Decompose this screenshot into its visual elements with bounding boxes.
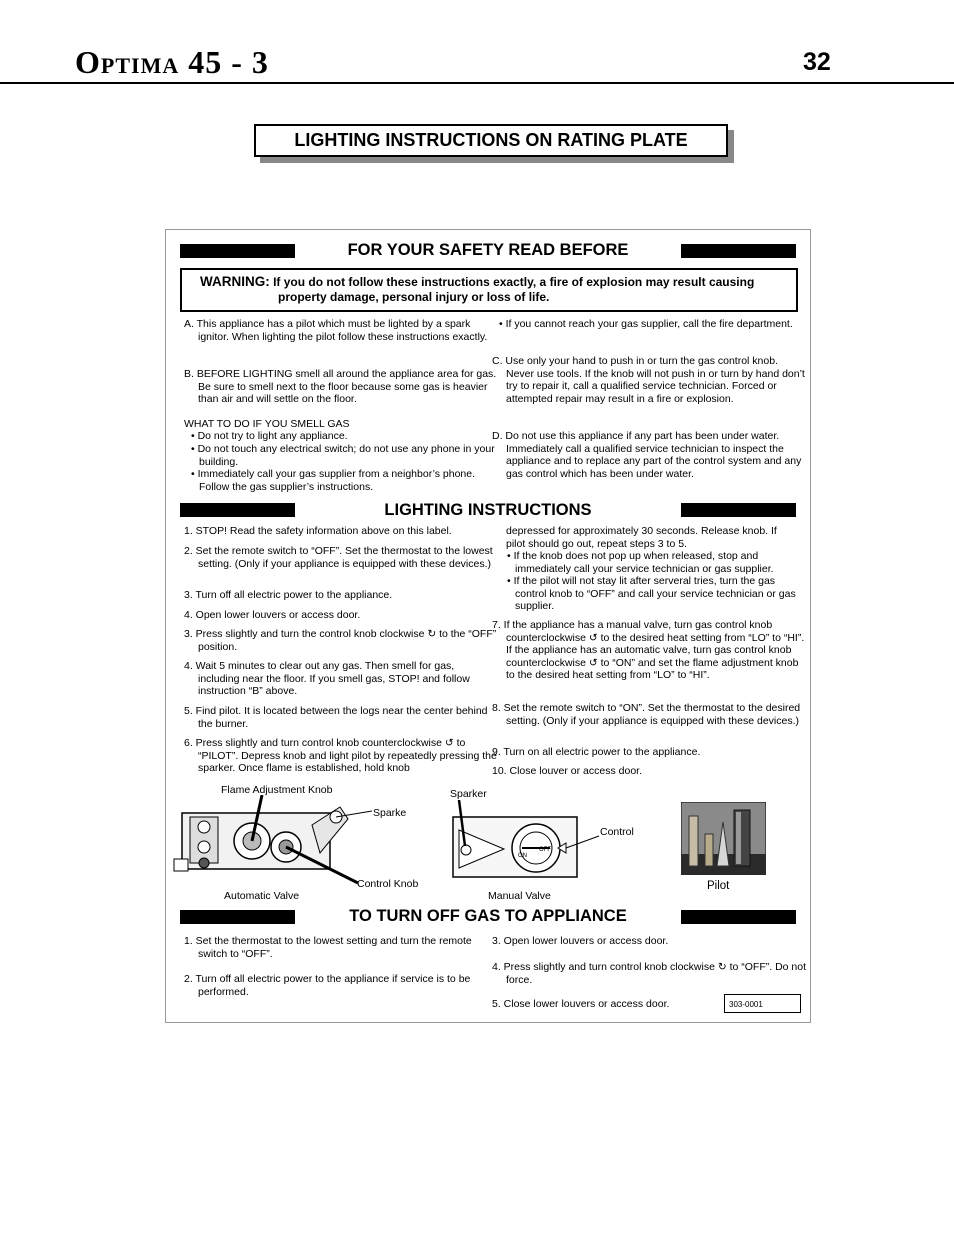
turnoff-step: 3. Open lower louvers or access door. bbox=[492, 935, 669, 947]
lighting-step: 9. Turn on all electric power to the appliance. bbox=[492, 746, 701, 758]
lighting-step: 4. Open lower louvers or access door. bbox=[184, 609, 361, 621]
lighting-step: 10. Close louver or access door. bbox=[492, 765, 642, 777]
heading-bar-left bbox=[180, 910, 295, 924]
heading-bar-left bbox=[180, 244, 295, 258]
lighting-heading: LIGHTING INSTRUCTIONS bbox=[384, 501, 592, 519]
lighting-step-continued: depressed for approximately 30 seconds. Release knob. If pilot should go out, repeat steps 3 to 5. bbox=[506, 525, 777, 550]
lighting-step: 7. If the appliance has a manual valve, turn gas control knob counterclockwise ↺ to the desired heat setting from “LO” to “HI”. If the appliance has an automatic valve, turn gas control knob counterclockwise ↺ to “ON” and set the flame adjustment knob to the desired heat setting from “LO” to “HI”. bbox=[492, 619, 805, 682]
manual-valve-illustration bbox=[452, 800, 602, 880]
section-title: LIGHTING INSTRUCTIONS ON RATING PLATE bbox=[294, 130, 688, 150]
lighting-step: 3. Press slightly and turn the control knob clockwise ↻ to the “OFF” position. bbox=[184, 628, 497, 653]
pilot-photo bbox=[681, 802, 766, 875]
heading-bar-right bbox=[681, 503, 796, 517]
page-number: 32 bbox=[803, 48, 831, 76]
safety-heading: FOR YOUR SAFETY READ BEFORE bbox=[347, 241, 629, 259]
header-rule bbox=[0, 82, 954, 84]
smell-gas-bullet: • Do not try to light any appliance. bbox=[191, 430, 348, 442]
turnoff-heading: TO TURN OFF GAS TO APPLIANCE bbox=[349, 907, 627, 925]
label-sparker: Sparker bbox=[450, 788, 487, 800]
smell-gas-heading: WHAT TO DO IF YOU SMELL GAS bbox=[184, 418, 350, 430]
safety-item-b: B. BEFORE LIGHTING smell all around the appliance area for gas. Be sure to smell next to the floor because some gas is heavier than air and will settle on the floor. bbox=[184, 368, 497, 406]
lighting-step: 1. STOP! Read the safety information above on this label. bbox=[184, 525, 452, 537]
automatic-valve-illustration bbox=[172, 795, 372, 885]
warning-text: WARNING: If you do not follow these instructions exactly, a fire of explosion may result causing property damage, personal injury or loss of life. bbox=[200, 274, 755, 304]
lighting-bullet: • If the knob does not pop up when released, stop and immediately call your service technician or gas supplier. bbox=[507, 550, 774, 575]
safety-right-bullet: • If you cannot reach your gas supplier, call the fire department. bbox=[499, 318, 793, 330]
lighting-step: 6. Press slightly and turn control knob counterclockwise ↺ to “PILOT”. Depress knob and light pilot by repeatedly pressing the sparker. Once flame is established, hold knob bbox=[184, 737, 497, 775]
smell-gas-bullet: • Do not touch any electrical switch; do not use any phone in your building. bbox=[191, 443, 495, 468]
heading-bar-left bbox=[180, 503, 295, 517]
label-sparke: Sparke bbox=[373, 807, 407, 819]
warning-label: WARNING: bbox=[200, 274, 270, 289]
lighting-step: 2. Set the remote switch to “OFF”. Set the thermostat to the lowest setting. (Only if your appliance is equipped with these devices.) bbox=[184, 545, 493, 570]
label-control-knob: Control Knob bbox=[357, 878, 419, 890]
safety-item-d: D. Do not use this appliance if any part has been under water. Immediately call a qualified service technician to inspect the appliance and to replace any part of the control system and any gas control which has been under water. bbox=[492, 430, 802, 480]
turnoff-step: 4. Press slightly and turn control knob clockwise ↻ to “OFF”. Do not force. bbox=[492, 961, 807, 986]
safety-item-a: A. This appliance has a pilot which must be lighted by a spark ignitor. When lighting the pilot follow these instructions exactly. bbox=[184, 318, 488, 343]
lighting-step: 3. Turn off all electric power to the appliance. bbox=[184, 589, 393, 601]
safety-item-c: C. Use only your hand to push in or turn the gas control knob. Never use tools. If the knob will not push in or turn by hand don’t try to repair it, call a qualified service technician. Forced or attempted repair may result in a fire or explosion. bbox=[492, 355, 805, 405]
turnoff-step: 1. Set the thermostat to the lowest setting and turn the remote switch to “OFF”. bbox=[184, 935, 472, 960]
part-code-box bbox=[724, 994, 801, 1013]
label-flame-knob: Flame Adjustment Knob bbox=[221, 784, 333, 796]
label-manual-valve: Manual Valve bbox=[488, 890, 551, 902]
turnoff-step: 2. Turn off all electric power to the appliance if service is to be performed. bbox=[184, 973, 471, 998]
turnoff-step: 5. Close lower louvers or access door. bbox=[492, 998, 670, 1010]
lighting-step: 5. Find pilot. It is located between the logs near the center behind the burner. bbox=[184, 705, 488, 730]
lighting-step: 8. Set the remote switch to “ON”. Set the thermostat to the desired setting. (Only if your appliance is equipped with these devices.) bbox=[492, 702, 801, 727]
dial-on-text: ON bbox=[518, 853, 527, 859]
lighting-bullet: • If the pilot will not stay lit after serveral tries, turn the gas control knob to “OFF” and call your service technician or gas supplier. bbox=[507, 575, 796, 613]
smell-gas-bullet: • Immediately call your gas supplier from a neighbor’s phone. Follow the gas supplier’s instructions. bbox=[191, 468, 476, 493]
heading-bar-right bbox=[681, 910, 796, 924]
document-title: Optima 45 - 3 bbox=[75, 44, 269, 80]
label-pilot: Pilot bbox=[707, 880, 730, 892]
section-title-box bbox=[254, 124, 728, 157]
part-code: 303-0001 bbox=[729, 1000, 763, 1009]
lighting-step: 4. Wait 5 minutes to clear out any gas. Then smell for gas, including near the floor. If you smell gas, STOP! and follow instruction “B” above. bbox=[184, 660, 470, 698]
heading-bar-right bbox=[681, 244, 796, 258]
label-automatic-valve: Automatic Valve bbox=[224, 890, 300, 902]
dial-off-text: OFF bbox=[539, 847, 551, 853]
warning-box bbox=[180, 268, 798, 312]
label-control: Control bbox=[600, 826, 634, 838]
